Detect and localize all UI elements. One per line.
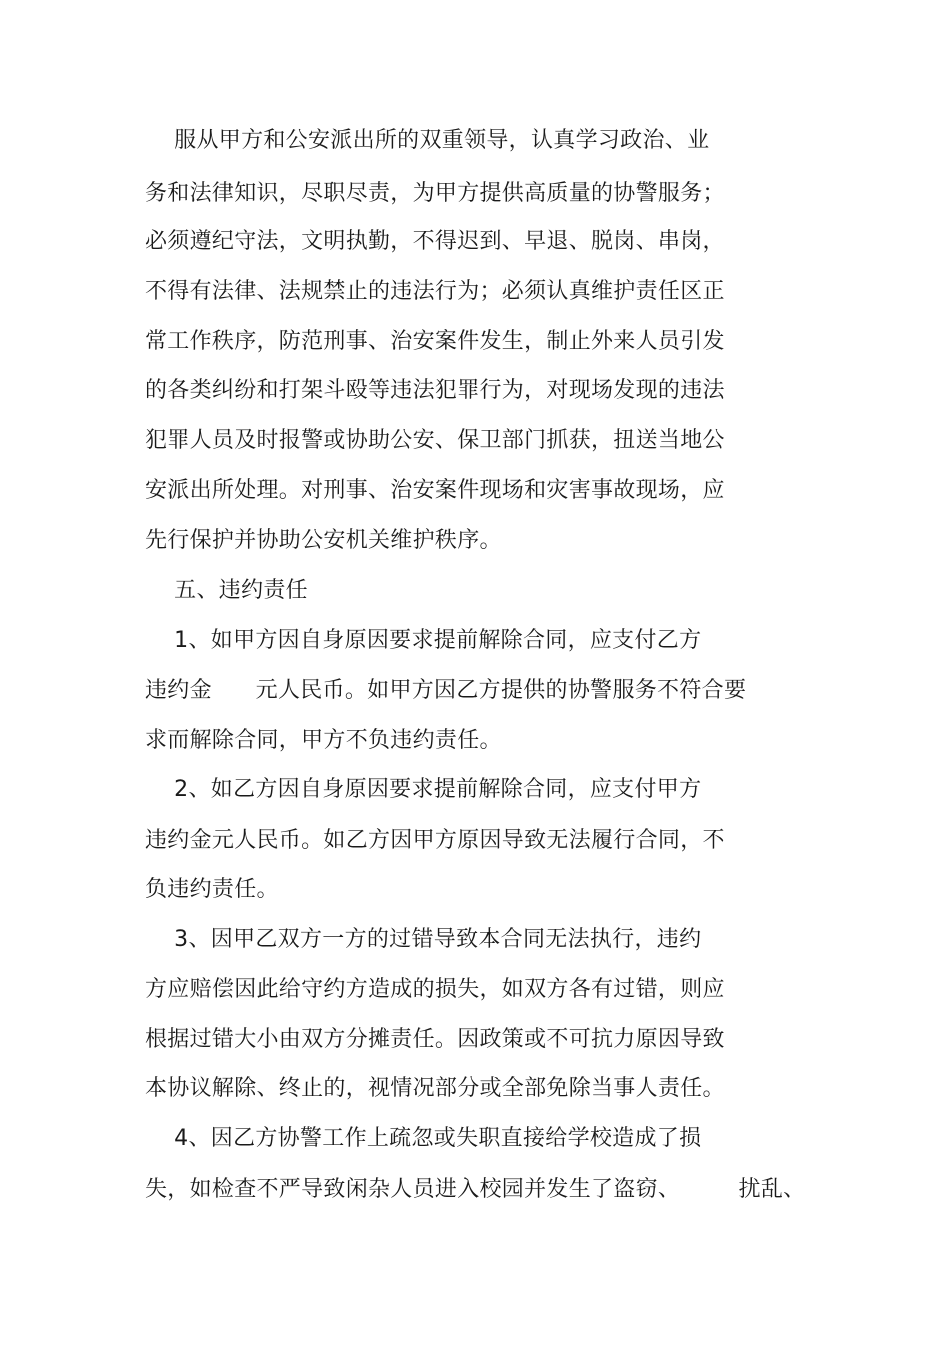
text-line-2: 务和法律知识，尽职尽责，为甲方提供高质量的协警服务； (145, 181, 725, 206)
text-line-15: 违约金元人民币。如乙方因甲方原因导致无法履行合同，不 (145, 828, 725, 853)
text-line-14: 2、如乙方因自身原因要求提前解除合同，应支付甲方 (145, 777, 702, 802)
section-heading: 五、违约责任 (145, 578, 308, 603)
text-line-11: 1、如甲方因自身原因要求提前解除合同，应支付乙方 (145, 628, 702, 653)
text-line-5: 常工作秩序，防范刑事、治安案件发生，制止外来人员引发 (145, 329, 725, 354)
text-line-17: 3、因甲乙双方一方的过错导致本合同无法执行，违约 (145, 927, 702, 952)
text-line-4: 不得有法律、法规禁止的违法行为；必须认真维护责任区正 (145, 279, 725, 304)
text-line-12: 违约金 元人民币。如甲方因乙方提供的协警服务不符合要 (145, 678, 747, 703)
text-line-16: 负违约责任。 (145, 877, 279, 902)
text-line-20: 本协议解除、终止的，视情况部分或全部免除当事人责任。 (145, 1076, 725, 1101)
text-line-13: 求而解除合同，甲方不负违约责任。 (145, 728, 502, 753)
text-line-19: 根据过错大小由双方分摊责任。因政策或不可抗力原因导致 (145, 1027, 725, 1052)
text-line-6: 的各类纠纷和打架斗殴等违法犯罪行为，对现场发现的违法 (145, 378, 725, 403)
text-line-22: 失，如检查不严导致闲杂人员进入校园并发生了盗窃、 扰乱、 (145, 1177, 806, 1202)
text-line-9: 先行保护并协助公安机关维护秩序。 (145, 528, 502, 553)
text-line-8: 安派出所处理。对刑事、治安案件现场和灾害事故现场，应 (145, 478, 725, 503)
text-line-3: 必须遵纪守法，文明执勤，不得迟到、早退、脱岗、串岗， (145, 229, 725, 254)
text-line-7: 犯罪人员及时报警或协助公安、保卫部门抓获，扭送当地公 (145, 428, 725, 453)
text-line-21: 4、因乙方协警工作上疏忽或失职直接给学校造成了损 (145, 1126, 702, 1151)
text-line-18: 方应赔偿因此给守约方造成的损失，如双方各有过错，则应 (145, 977, 725, 1002)
text-line-1: 服从甲方和公安派出所的双重领导，认真学习政治、业 (145, 128, 710, 153)
